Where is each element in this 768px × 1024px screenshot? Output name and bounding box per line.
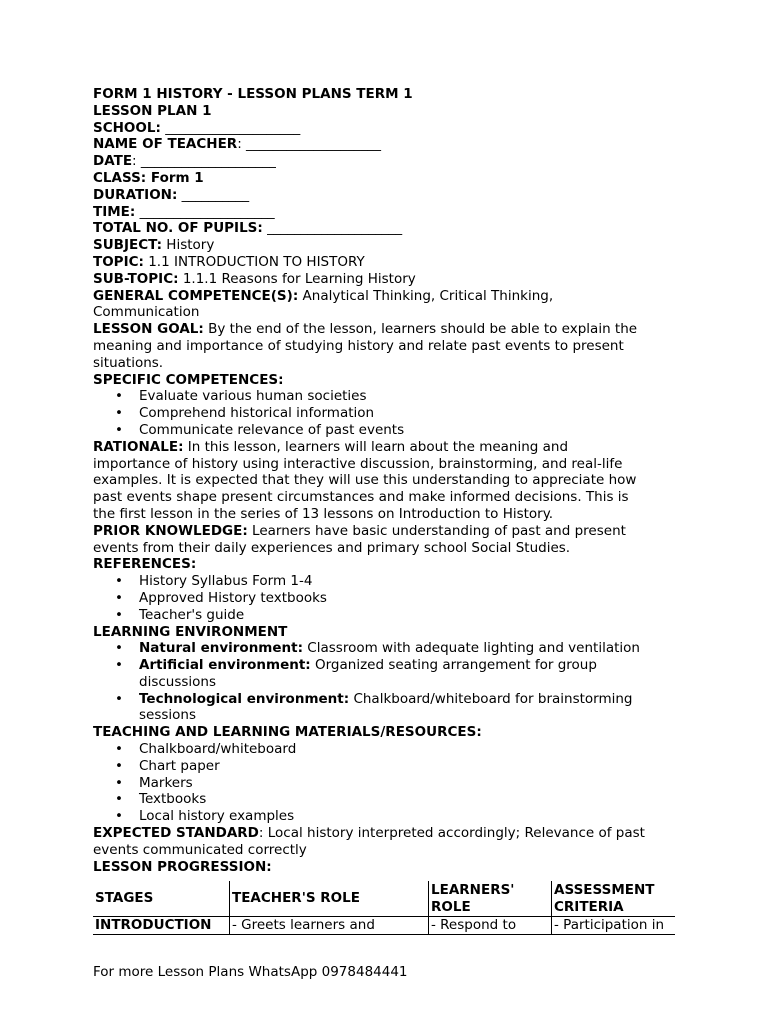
- table-header-row: [93, 881, 675, 917]
- list-item: • Markers: [139, 775, 683, 792]
- duration-field: DURATION: __________: [93, 186, 250, 203]
- lesson-goal-field: LESSON GOAL: By the end of the lesson, learners should be able to explain the: [93, 321, 638, 338]
- materials-list: [93, 741, 683, 825]
- list-item: • Natural environment: Classroom with adequate lighting and ventilation: [139, 640, 683, 657]
- list-item: • Evaluate various human societies: [139, 388, 683, 405]
- document-title: FORM 1 HISTORY - LESSON PLANS TERM 1: [93, 86, 413, 102]
- table-row: [93, 917, 675, 935]
- cell-stage: INTRODUCTION: [93, 917, 230, 935]
- teacher-field: NAME OF TEACHER: ____________________: [93, 136, 382, 153]
- class-field: CLASS: Form 1: [93, 169, 204, 186]
- header-learners-role: LEARNERS' ROLE: [429, 881, 552, 917]
- subject-field: SUBJECT: History: [93, 237, 215, 254]
- list-item: • Chart paper: [139, 758, 683, 775]
- prior-knowledge-line: events from their daily experiences and primary school Social Studies.: [93, 539, 571, 556]
- materials-heading: TEACHING AND LEARNING MATERIALS/RESOURCES:: [93, 724, 482, 741]
- prior-knowledge-field: PRIOR KNOWLEDGE: Learners have basic understanding of past and present: [93, 522, 626, 539]
- cell-assessment: - Participation in: [552, 917, 676, 935]
- lesson-plan-number: LESSON PLAN 1: [93, 102, 212, 119]
- list-item: • Textbooks: [139, 791, 683, 808]
- list-item: • Teacher's guide: [139, 607, 683, 624]
- rationale-line: past events shape present circumstances and make informed decisions. This is: [93, 489, 629, 506]
- rationale-line: examples. It is expected that they will use this understanding to appreciate how: [93, 472, 637, 489]
- list-item: • History Syllabus Form 1-4: [139, 573, 683, 590]
- lesson-goal-line: situations.: [93, 354, 164, 371]
- pupils-field: TOTAL NO. OF PUPILS: ____________________: [93, 220, 403, 237]
- cell-teacher-role: - Greets learners and: [230, 917, 429, 935]
- learning-environment-heading: LEARNING ENVIRONMENT: [93, 623, 288, 640]
- subtopic-field: SUB-TOPIC: 1.1.1 Reasons for Learning History: [93, 270, 416, 287]
- list-item: • Approved History textbooks: [139, 590, 683, 607]
- school-field: SCHOOL: ____________________: [93, 119, 301, 136]
- list-item: • Local history examples: [139, 808, 683, 825]
- time-field: TIME: ____________________: [93, 203, 275, 220]
- header-teachers-role: TEACHER'S ROLE: [230, 881, 429, 917]
- header-assessment-criteria: ASSESSMENT CRITERIA: [552, 881, 676, 917]
- list-item: • Communicate relevance of past events: [139, 422, 683, 439]
- general-competence-cont: Communication: [93, 304, 200, 321]
- page-footer: For more Lesson Plans WhatsApp 0978484441: [93, 964, 408, 980]
- list-item: • Comprehend historical information: [139, 405, 683, 422]
- specific-competences-heading: SPECIFIC COMPETENCES:: [93, 371, 284, 388]
- expected-standard-line: events communicated correctly: [93, 841, 307, 858]
- references-heading: REFERENCES:: [93, 556, 197, 573]
- list-item: • Chalkboard/whiteboard: [139, 741, 683, 758]
- list-item: • Artificial environment: Organized seating arrangement for group discussions: [139, 657, 683, 691]
- rationale-line: importance of history using interactive discussion, brainstorming, and real-life: [93, 455, 623, 472]
- references-list: [93, 573, 683, 623]
- header-stages: STAGES: [93, 881, 230, 917]
- rationale-field: RATIONALE: In this lesson, learners will learn about the meaning and: [93, 438, 569, 455]
- general-competence-field: GENERAL COMPETENCE(S): Analytical Thinking, Critical Thinking,: [93, 287, 554, 304]
- specific-competences-list: [93, 388, 683, 438]
- lesson-goal-line: meaning and importance of studying history and relate past events to present: [93, 337, 624, 354]
- topic-field: TOPIC: 1.1 INTRODUCTION TO HISTORY: [93, 253, 365, 270]
- learning-environment-list: [93, 640, 683, 724]
- expected-standard-field: EXPECTED STANDARD: Local history interpreted accordingly; Relevance of past: [93, 825, 645, 842]
- lesson-progression-table: [93, 881, 675, 935]
- rationale-line: the first lesson in the series of 13 lessons on Introduction to History.: [93, 505, 554, 522]
- lesson-progression-heading: LESSON PROGRESSION:: [93, 858, 272, 875]
- date-field: DATE: ____________________: [93, 153, 276, 170]
- list-item: • Technological environment: Chalkboard/whiteboard for brainstorming sessions: [139, 691, 683, 725]
- lesson-plan-document: [93, 86, 683, 935]
- cell-learner-role: - Respond to: [429, 917, 552, 935]
